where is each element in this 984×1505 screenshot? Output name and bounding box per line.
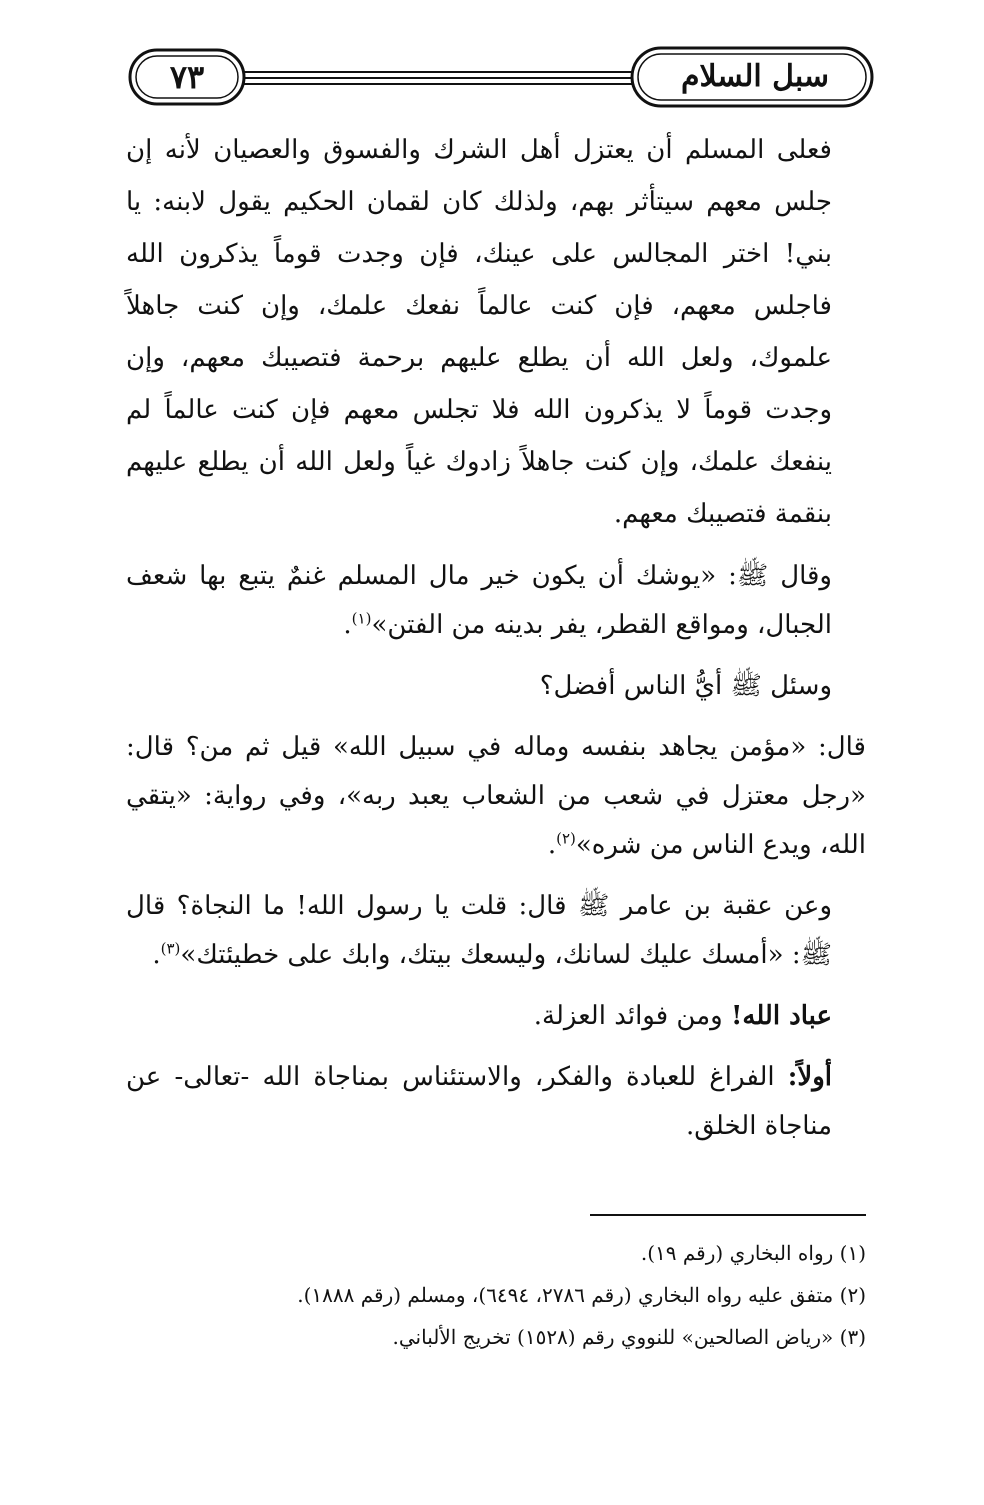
page-header [120, 42, 882, 114]
paragraph-text: قال: «مؤمن يجاهد بنفسه وماله في سبيل الله» قيل ثم من؟ قال: «رجل معتزل في شعب من الشعاب يعبد ربه»، وفي رواية: «يتقي الله، ويدع الناس من شره» [126, 732, 866, 860]
paragraph-text: الفراغ للعبادة والفكر، والاستئناس بمناجاة الله -تعالى- عن مناجاة الخلق. [126, 1062, 832, 1141]
paragraph-text: فعلى المسلم أن يعتزل أهل الشرك والفسوق والعصيان لأنه إن جلس معهم سيتأثر بهم، ولذلك كان لقمان الحكيم يقول لابنه: يا بني! اختر المجالس على عينك، فإن وجدت قوماً يذكرون الله فاجلس معهم، فإن كنت عالماً نفعك علمك، وإن كنت جاهلاً علموك، ولعل الله أن يطلع عليهم برحمة فتصيبك معهم، وإن وجدت قوماً لا يذكرون الله فلا تجلس معهم فإن كنت عالماً لم ينفعك علمك، وإن كنت جاهلاً زادوك غياً ولعل الله أن يطلع عليهم بنقمة فتصيبك معهم. [126, 135, 832, 529]
book-title: سبل السلام [680, 59, 830, 94]
paragraph-6 [126, 992, 866, 1041]
footnote-3: (٣) «رياض الصالحين» للنووي رقم (١٥٢٨) تخريج الألباني. [392, 1325, 866, 1349]
paragraph-text: وقال ﷺ: «يوشك أن يكون خير مال المسلم غنمٌ يتبع بها شعف الجبال، ومواقع القطر، يفر بدينه من الفتن» [126, 561, 832, 640]
footnote-divider [590, 1214, 866, 1216]
footnote-2: (٢) متفق عليه رواه البخاري (رقم ٢٧٨٦، ٦٤٩٤)، ومسلم (رقم ١٨٨٨). [297, 1283, 866, 1307]
paragraph-text: وعن عقبة بن عامر ﷺ قال: قلت يا رسول الله! ما النجاة؟ قال ﷺ: «أمسك عليك لسانك، وليسعك بيتك، وابك على خطيئتك» [126, 891, 832, 970]
paragraph-4 [126, 723, 866, 870]
paragraph-2 [126, 552, 866, 650]
paragraph-5 [126, 882, 866, 980]
paragraph-3 [126, 662, 866, 711]
paragraph-text: وسئل ﷺ أيُّ الناس أفضل؟ [539, 671, 832, 701]
footnotes [126, 1232, 866, 1358]
footnote-ref-2: (٢) [556, 829, 576, 848]
paragraph-end: . [152, 940, 161, 970]
footnote-ref-3: (٣) [160, 939, 181, 958]
paragraph-end: . [547, 830, 557, 860]
paragraph-text: ومن فوائد العزلة. [533, 1001, 723, 1031]
footnote-ref-1: (١) [351, 609, 372, 628]
paragraph-end: . [343, 610, 352, 640]
paragraph-7 [126, 1053, 866, 1151]
paragraph-1 [126, 124, 866, 540]
footnote-1: (١) رواه البخاري (رقم ١٩). [640, 1241, 866, 1265]
bold-lead: أولاً: [787, 1062, 833, 1092]
bold-lead: عباد الله! [730, 1001, 832, 1031]
page-number: ٧٣ [169, 58, 205, 96]
main-text [126, 124, 866, 1151]
